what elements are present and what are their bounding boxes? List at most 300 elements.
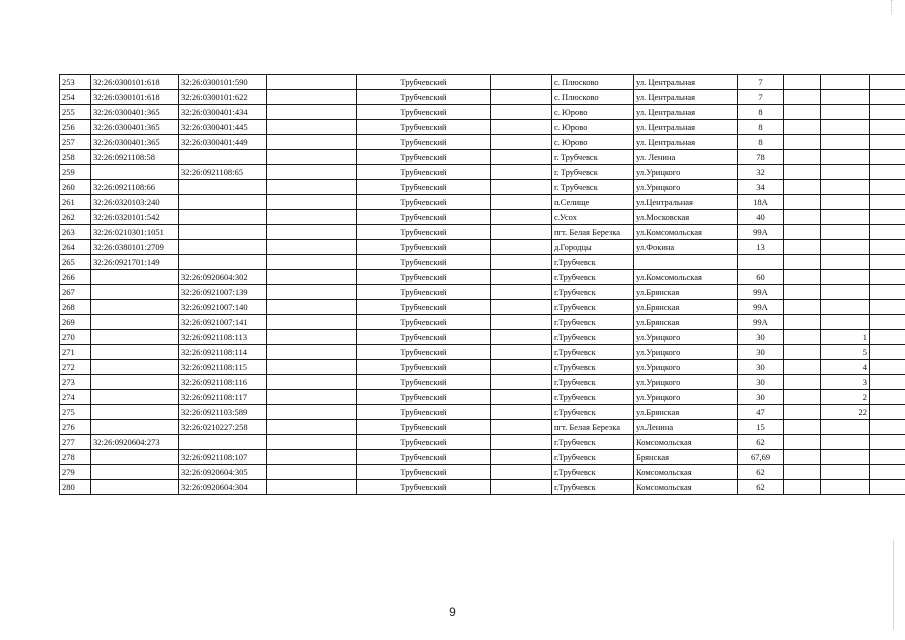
page-number: 9 xyxy=(449,605,456,619)
locality-cell: г.Трубчевск xyxy=(552,480,634,495)
empty-cell xyxy=(784,300,821,315)
empty-cell xyxy=(267,375,357,390)
table-row xyxy=(60,135,905,150)
row-number-cell: 256 xyxy=(60,120,91,135)
empty-cell xyxy=(784,120,821,135)
table-row xyxy=(60,345,905,360)
apartment-number-cell xyxy=(821,420,870,435)
object-cadastral-number-cell: 32:26:0920604:302 xyxy=(179,270,267,285)
empty-cell xyxy=(267,360,357,375)
object-cadastral-number-cell: 32:26:0920604:304 xyxy=(179,480,267,495)
cadastral-number-cell xyxy=(91,315,179,330)
cadastral-number-cell: 32:26:0300101:618 xyxy=(91,90,179,105)
street-cell: ул.Московская xyxy=(634,210,738,225)
apartment-number-cell xyxy=(821,165,870,180)
locality-cell: пгт. Белая Березка xyxy=(552,420,634,435)
object-cadastral-number-cell: 32:26:0921108:117 xyxy=(179,390,267,405)
empty-cell xyxy=(491,330,552,345)
cadastral-number-cell xyxy=(91,480,179,495)
row-number-cell: 279 xyxy=(60,465,91,480)
empty-cell xyxy=(784,420,821,435)
empty-cell xyxy=(784,345,821,360)
locality-cell: с.Усох xyxy=(552,210,634,225)
row-number-cell: 254 xyxy=(60,90,91,105)
row-number-cell: 266 xyxy=(60,270,91,285)
object-cadastral-number-cell xyxy=(179,180,267,195)
empty-cell xyxy=(267,75,357,90)
table-row xyxy=(60,390,905,405)
empty-cell xyxy=(784,390,821,405)
empty-cell xyxy=(784,165,821,180)
empty-cell xyxy=(267,390,357,405)
apartment-number-cell xyxy=(821,105,870,120)
empty-cell xyxy=(870,315,905,330)
table-row xyxy=(60,225,905,240)
cadastral-number-cell: 32:26:0300401:365 xyxy=(91,120,179,135)
table-row xyxy=(60,300,905,315)
locality-cell: г.Трубчевск xyxy=(552,435,634,450)
district-cell: Трубчевский xyxy=(357,75,491,90)
empty-cell xyxy=(870,270,905,285)
empty-cell xyxy=(870,285,905,300)
table-row xyxy=(60,480,905,495)
street-cell xyxy=(634,255,738,270)
table-row xyxy=(60,105,905,120)
cadastral-number-cell xyxy=(91,285,179,300)
locality-cell: д.Городцы xyxy=(552,240,634,255)
cadastral-number-cell: 32:26:0921701:149 xyxy=(91,255,179,270)
empty-cell xyxy=(491,435,552,450)
locality-cell: с. Плюсково xyxy=(552,75,634,90)
street-cell: ул.Урицкого xyxy=(634,390,738,405)
empty-cell xyxy=(870,210,905,225)
table-row xyxy=(60,270,905,285)
object-cadastral-number-cell: 32:26:0921103:589 xyxy=(179,405,267,420)
district-cell: Трубчевский xyxy=(357,180,491,195)
house-number-cell: 7 xyxy=(738,90,784,105)
table-row xyxy=(60,465,905,480)
object-cadastral-number-cell: 32:26:0300401:445 xyxy=(179,120,267,135)
empty-cell xyxy=(870,465,905,480)
district-cell: Трубчевский xyxy=(357,120,491,135)
empty-cell xyxy=(267,300,357,315)
empty-cell xyxy=(784,210,821,225)
empty-cell xyxy=(491,240,552,255)
row-number-cell: 263 xyxy=(60,225,91,240)
empty-cell xyxy=(491,450,552,465)
street-cell: Комсомольская xyxy=(634,480,738,495)
table-row xyxy=(60,285,905,300)
empty-cell xyxy=(491,210,552,225)
cadastral-number-cell: 32:26:0920604:273 xyxy=(91,435,179,450)
cadastral-number-cell xyxy=(91,375,179,390)
empty-cell xyxy=(267,450,357,465)
district-cell: Трубчевский xyxy=(357,225,491,240)
cadastral-number-cell: 32:26:0300101:618 xyxy=(91,75,179,90)
street-cell: ул. Центральная xyxy=(634,105,738,120)
table-row xyxy=(60,90,905,105)
empty-cell xyxy=(267,270,357,285)
apartment-number-cell xyxy=(821,225,870,240)
district-cell: Трубчевский xyxy=(357,135,491,150)
street-cell: ул.Урицкого xyxy=(634,360,738,375)
empty-cell xyxy=(267,465,357,480)
empty-cell xyxy=(784,270,821,285)
table-row xyxy=(60,450,905,465)
house-number-cell: 99А xyxy=(738,285,784,300)
empty-cell xyxy=(491,105,552,120)
empty-cell xyxy=(491,180,552,195)
table-row xyxy=(60,255,905,270)
district-cell: Трубчевский xyxy=(357,105,491,120)
object-cadastral-number-cell: 32:26:0210227:258 xyxy=(179,420,267,435)
object-cadastral-number-cell: 32:26:0920604:305 xyxy=(179,465,267,480)
street-cell: ул.Брянская xyxy=(634,405,738,420)
row-number-cell: 276 xyxy=(60,420,91,435)
locality-cell: г.Трубчевск xyxy=(552,360,634,375)
object-cadastral-number-cell xyxy=(179,195,267,210)
cadastral-number-cell: 32:26:0210301:1051 xyxy=(91,225,179,240)
cadastral-number-cell: 32:26:0320103:240 xyxy=(91,195,179,210)
empty-cell xyxy=(870,330,905,345)
empty-cell xyxy=(491,90,552,105)
locality-cell: г. Трубчевск xyxy=(552,180,634,195)
cadastral-number-cell: 32:26:0380101:2709 xyxy=(91,240,179,255)
empty-cell xyxy=(491,285,552,300)
cadastral-number-cell xyxy=(91,420,179,435)
house-number-cell: 30 xyxy=(738,360,784,375)
cadastral-number-cell xyxy=(91,390,179,405)
locality-cell: г.Трубчевск xyxy=(552,285,634,300)
street-cell: ул. Центральная xyxy=(634,135,738,150)
empty-cell xyxy=(491,135,552,150)
row-number-cell: 259 xyxy=(60,165,91,180)
object-cadastral-number-cell: 32:26:0921108:65 xyxy=(179,165,267,180)
district-cell: Трубчевский xyxy=(357,210,491,225)
object-cadastral-number-cell: 32:26:0921007:139 xyxy=(179,285,267,300)
empty-cell xyxy=(784,180,821,195)
table-row xyxy=(60,210,905,225)
empty-cell xyxy=(491,150,552,165)
object-cadastral-number-cell: 32:26:0300401:434 xyxy=(179,105,267,120)
street-cell: ул.Ленина xyxy=(634,420,738,435)
empty-cell xyxy=(267,195,357,210)
empty-cell xyxy=(784,405,821,420)
street-cell: ул.Брянская xyxy=(634,300,738,315)
registry-table xyxy=(59,74,905,495)
apartment-number-cell xyxy=(821,90,870,105)
apartment-number-cell xyxy=(821,150,870,165)
apartment-number-cell xyxy=(821,135,870,150)
apartment-number-cell: 2 xyxy=(821,390,870,405)
apartment-number-cell xyxy=(821,180,870,195)
cadastral-number-cell xyxy=(91,345,179,360)
object-cadastral-number-cell: 32:26:0921108:116 xyxy=(179,375,267,390)
apartment-number-cell xyxy=(821,270,870,285)
row-number-cell: 257 xyxy=(60,135,91,150)
street-cell: ул.Комсомольская xyxy=(634,270,738,285)
row-number-cell: 272 xyxy=(60,360,91,375)
empty-cell xyxy=(491,315,552,330)
empty-cell xyxy=(870,480,905,495)
district-cell: Трубчевский xyxy=(357,435,491,450)
row-number-cell: 277 xyxy=(60,435,91,450)
cadastral-number-cell: 32:26:0921108:58 xyxy=(91,150,179,165)
object-cadastral-number-cell xyxy=(179,225,267,240)
district-cell: Трубчевский xyxy=(357,420,491,435)
locality-cell: с. Юрово xyxy=(552,135,634,150)
empty-cell xyxy=(267,480,357,495)
table-row xyxy=(60,195,905,210)
object-cadastral-number-cell: 32:26:0921108:115 xyxy=(179,360,267,375)
empty-cell xyxy=(784,285,821,300)
row-number-cell: 268 xyxy=(60,300,91,315)
cadastral-number-cell: 32:26:0320101:542 xyxy=(91,210,179,225)
district-cell: Трубчевский xyxy=(357,150,491,165)
empty-cell xyxy=(870,90,905,105)
house-number-cell: 30 xyxy=(738,390,784,405)
district-cell: Трубчевский xyxy=(357,405,491,420)
row-number-cell: 258 xyxy=(60,150,91,165)
locality-cell: п.Селище xyxy=(552,195,634,210)
empty-cell xyxy=(784,105,821,120)
house-number-cell: 13 xyxy=(738,240,784,255)
empty-cell xyxy=(491,345,552,360)
empty-cell xyxy=(870,240,905,255)
table-row xyxy=(60,180,905,195)
empty-cell xyxy=(870,225,905,240)
empty-cell xyxy=(870,150,905,165)
locality-cell: пгт. Белая Березка xyxy=(552,225,634,240)
apartment-number-cell: 4 xyxy=(821,360,870,375)
district-cell: Трубчевский xyxy=(357,90,491,105)
street-cell: ул. Центральная xyxy=(634,90,738,105)
house-number-cell: 8 xyxy=(738,120,784,135)
empty-cell xyxy=(267,90,357,105)
locality-cell: г.Трубчевск xyxy=(552,315,634,330)
district-cell: Трубчевский xyxy=(357,195,491,210)
empty-cell xyxy=(491,75,552,90)
empty-cell xyxy=(491,195,552,210)
district-cell: Трубчевский xyxy=(357,330,491,345)
district-cell: Трубчевский xyxy=(357,165,491,180)
cadastral-number-cell xyxy=(91,465,179,480)
object-cadastral-number-cell: 32:26:0300101:590 xyxy=(179,75,267,90)
empty-cell xyxy=(491,420,552,435)
district-cell: Трубчевский xyxy=(357,465,491,480)
street-cell: ул.Комсомольская xyxy=(634,225,738,240)
apartment-number-cell xyxy=(821,465,870,480)
empty-cell xyxy=(870,420,905,435)
object-cadastral-number-cell: 32:26:0921007:141 xyxy=(179,315,267,330)
cadastral-number-cell xyxy=(91,330,179,345)
empty-cell xyxy=(870,435,905,450)
empty-cell xyxy=(784,90,821,105)
empty-cell xyxy=(870,390,905,405)
cadastral-number-cell xyxy=(91,300,179,315)
object-cadastral-number-cell: 32:26:0300401:449 xyxy=(179,135,267,150)
object-cadastral-number-cell xyxy=(179,435,267,450)
empty-cell xyxy=(267,180,357,195)
empty-cell xyxy=(870,180,905,195)
house-number-cell: 30 xyxy=(738,330,784,345)
row-number-cell: 265 xyxy=(60,255,91,270)
district-cell: Трубчевский xyxy=(357,390,491,405)
locality-cell: г.Трубчевск xyxy=(552,450,634,465)
house-number-cell: 62 xyxy=(738,465,784,480)
apartment-number-cell xyxy=(821,285,870,300)
table-row xyxy=(60,405,905,420)
street-cell: Комсомольская xyxy=(634,435,738,450)
district-cell: Трубчевский xyxy=(357,345,491,360)
locality-cell: г.Трубчевск xyxy=(552,330,634,345)
empty-cell xyxy=(267,330,357,345)
house-number-cell: 8 xyxy=(738,135,784,150)
empty-cell xyxy=(491,225,552,240)
house-number-cell: 60 xyxy=(738,270,784,285)
house-number-cell: 8 xyxy=(738,105,784,120)
apartment-number-cell: 5 xyxy=(821,345,870,360)
house-number-cell xyxy=(738,255,784,270)
district-cell: Трубчевский xyxy=(357,285,491,300)
empty-cell xyxy=(267,105,357,120)
district-cell: Трубчевский xyxy=(357,300,491,315)
cadastral-number-cell: 32:26:0921108:66 xyxy=(91,180,179,195)
empty-cell xyxy=(267,420,357,435)
empty-cell xyxy=(784,450,821,465)
empty-cell xyxy=(267,240,357,255)
street-cell: Комсомольская xyxy=(634,465,738,480)
cadastral-number-cell: 32:26:0300401:365 xyxy=(91,135,179,150)
apartment-number-cell: 3 xyxy=(821,375,870,390)
apartment-number-cell xyxy=(821,315,870,330)
cadastral-number-cell xyxy=(91,165,179,180)
house-number-cell: 67,69 xyxy=(738,450,784,465)
empty-cell xyxy=(491,390,552,405)
table-row xyxy=(60,150,905,165)
district-cell: Трубчевский xyxy=(357,240,491,255)
row-number-cell: 262 xyxy=(60,210,91,225)
object-cadastral-number-cell xyxy=(179,255,267,270)
empty-cell xyxy=(784,375,821,390)
table-row xyxy=(60,75,905,90)
empty-cell xyxy=(491,255,552,270)
empty-cell xyxy=(870,120,905,135)
empty-cell xyxy=(784,360,821,375)
empty-cell xyxy=(491,465,552,480)
empty-cell xyxy=(491,480,552,495)
street-cell: ул.Урицкого xyxy=(634,375,738,390)
empty-cell xyxy=(870,300,905,315)
empty-cell xyxy=(267,135,357,150)
apartment-number-cell xyxy=(821,435,870,450)
empty-cell xyxy=(870,450,905,465)
apartment-number-cell xyxy=(821,240,870,255)
cadastral-number-cell xyxy=(91,360,179,375)
house-number-cell: 32 xyxy=(738,165,784,180)
house-number-cell: 30 xyxy=(738,375,784,390)
empty-cell xyxy=(784,135,821,150)
empty-cell xyxy=(267,315,357,330)
empty-cell xyxy=(870,255,905,270)
object-cadastral-number-cell xyxy=(179,240,267,255)
empty-cell xyxy=(870,135,905,150)
empty-cell xyxy=(267,285,357,300)
empty-cell xyxy=(267,120,357,135)
empty-cell xyxy=(784,195,821,210)
empty-cell xyxy=(784,75,821,90)
table-row xyxy=(60,240,905,255)
scan-edge-mark xyxy=(891,0,894,14)
object-cadastral-number-cell: 32:26:0300101:622 xyxy=(179,90,267,105)
empty-cell xyxy=(784,435,821,450)
object-cadastral-number-cell: 32:26:0921108:114 xyxy=(179,345,267,360)
empty-cell xyxy=(870,405,905,420)
row-number-cell: 270 xyxy=(60,330,91,345)
row-number-cell: 269 xyxy=(60,315,91,330)
apartment-number-cell xyxy=(821,255,870,270)
house-number-cell: 99А xyxy=(738,225,784,240)
empty-cell xyxy=(491,360,552,375)
locality-cell: с. Юрово xyxy=(552,120,634,135)
table-row xyxy=(60,420,905,435)
row-number-cell: 261 xyxy=(60,195,91,210)
apartment-number-cell xyxy=(821,120,870,135)
locality-cell: г. Трубчевск xyxy=(552,150,634,165)
row-number-cell: 278 xyxy=(60,450,91,465)
empty-cell xyxy=(784,150,821,165)
apartment-number-cell: 1 xyxy=(821,330,870,345)
street-cell: ул.Урицкого xyxy=(634,180,738,195)
table-row xyxy=(60,120,905,135)
empty-cell xyxy=(784,255,821,270)
street-cell: ул.Урицкого xyxy=(634,165,738,180)
district-cell: Трубчевский xyxy=(357,480,491,495)
house-number-cell: 40 xyxy=(738,210,784,225)
district-cell: Трубчевский xyxy=(357,315,491,330)
cadastral-number-cell xyxy=(91,270,179,285)
street-cell: ул.Брянская xyxy=(634,315,738,330)
object-cadastral-number-cell: 32:26:0921108:107 xyxy=(179,450,267,465)
empty-cell xyxy=(491,165,552,180)
apartment-number-cell xyxy=(821,300,870,315)
row-number-cell: 275 xyxy=(60,405,91,420)
house-number-cell: 99А xyxy=(738,300,784,315)
street-cell: ул. Центральная xyxy=(634,120,738,135)
empty-cell xyxy=(784,225,821,240)
house-number-cell: 30 xyxy=(738,345,784,360)
house-number-cell: 78 xyxy=(738,150,784,165)
empty-cell xyxy=(870,375,905,390)
street-cell: Брянская xyxy=(634,450,738,465)
district-cell: Трубчевский xyxy=(357,450,491,465)
street-cell: ул.Центральная xyxy=(634,195,738,210)
empty-cell xyxy=(267,165,357,180)
table-row xyxy=(60,165,905,180)
cadastral-number-cell xyxy=(91,450,179,465)
empty-cell xyxy=(491,300,552,315)
cadastral-number-cell: 32:26:0300401:365 xyxy=(91,105,179,120)
table-row xyxy=(60,435,905,450)
house-number-cell: 7 xyxy=(738,75,784,90)
row-number-cell: 273 xyxy=(60,375,91,390)
locality-cell: г.Трубчевск xyxy=(552,270,634,285)
table-row xyxy=(60,375,905,390)
table-row xyxy=(60,330,905,345)
apartment-number-cell xyxy=(821,480,870,495)
empty-cell xyxy=(491,405,552,420)
empty-cell xyxy=(784,330,821,345)
